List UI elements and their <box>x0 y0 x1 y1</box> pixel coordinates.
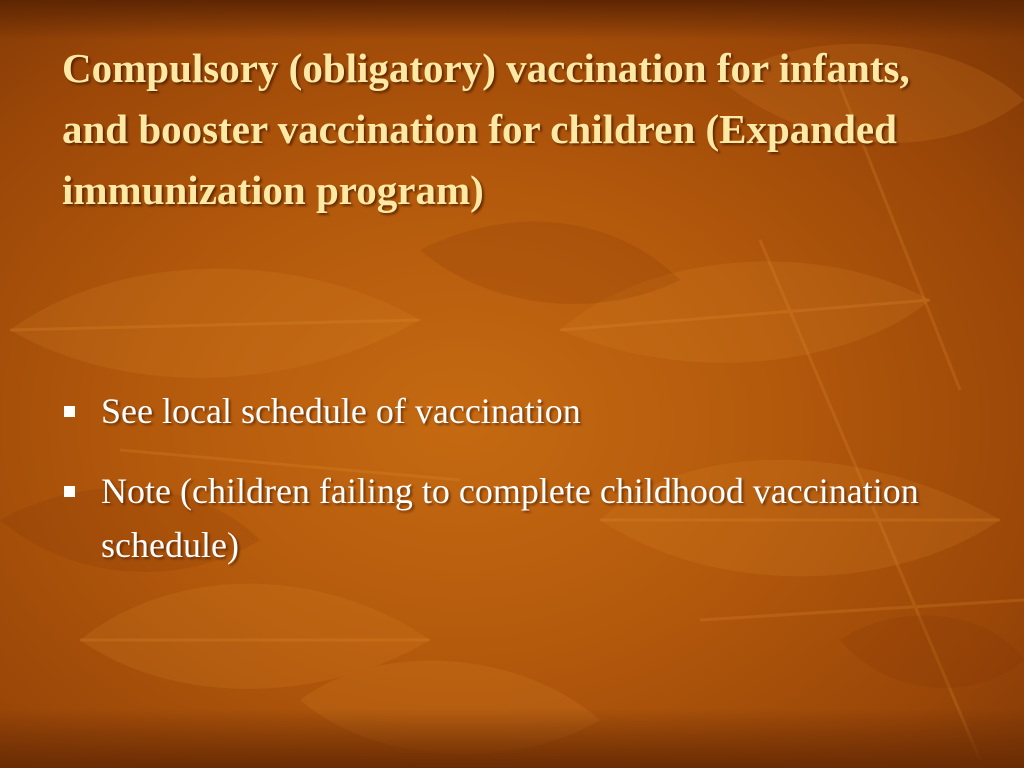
slide-title: Compulsory (obligatory) vaccination for infants, and booster vaccination for children (Expanded immunization program) <box>62 45 910 213</box>
bullet-list <box>62 384 962 572</box>
top-shade <box>0 0 1024 40</box>
bullet-text: See local schedule of vaccination <box>101 391 581 431</box>
square-bullet-icon <box>64 486 75 497</box>
bullet-item <box>62 384 962 438</box>
bottom-shade <box>0 708 1024 768</box>
square-bullet-icon <box>64 406 75 417</box>
bullet-item <box>62 464 962 572</box>
bullet-text: Note (children failing to complete childhood vaccination schedule) <box>101 471 919 565</box>
